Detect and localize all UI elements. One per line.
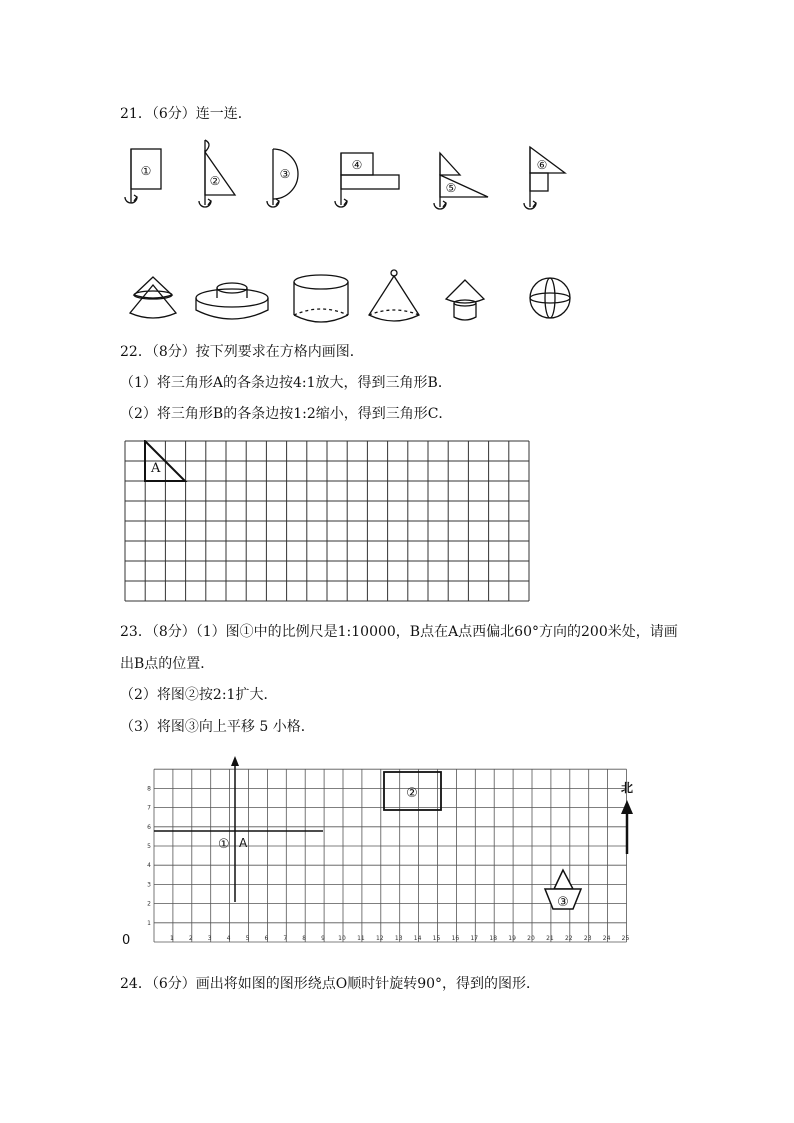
flag-4-rectangles — [335, 153, 399, 207]
solid-cone-on-cylinder — [446, 280, 484, 320]
y-tick-label: 7 — [147, 804, 151, 812]
q21-figure — [110, 135, 590, 345]
x-tick-label: 2 — [188, 935, 193, 942]
q22-grid — [124, 440, 532, 604]
point-a-label: A — [239, 836, 248, 850]
x-tick-label: 24 — [602, 935, 611, 942]
origin-label: 0 — [122, 933, 131, 948]
x-tick-label: 1 — [169, 935, 174, 942]
fig3-label: ③ — [557, 895, 569, 910]
x-tick-label: 4 — [226, 935, 231, 942]
x-tick-label: 23 — [583, 935, 592, 942]
flag-5-triangles — [434, 153, 488, 209]
solid-cone — [369, 270, 419, 321]
x-tick-label: 18 — [489, 935, 498, 942]
x-tick-label: 17 — [470, 935, 479, 942]
x-tick-label: 6 — [264, 935, 269, 942]
q22-item-1: （1）将三角形A的各条边按4:1放大，得到三角形B． — [120, 375, 452, 391]
x-tick-label: 3 — [207, 935, 212, 942]
x-tick-label: 8 — [302, 935, 307, 942]
fig1-label: ① — [218, 837, 230, 852]
north-arrow-icon — [621, 800, 633, 814]
x-tick-label: 5 — [245, 935, 250, 942]
solid-cylinder — [294, 275, 348, 322]
x-tick-label: 9 — [321, 935, 326, 942]
q23-line-1: 23．（8分）（1）图①中的比例尺是1:10000，B点在A点西偏北60°方向的200米处，请画 — [120, 624, 678, 640]
q23-item-3: （3）将图③向上平移 5 小格． — [120, 719, 315, 735]
flag-3-label: ③ — [279, 167, 291, 181]
y-tick-label: 4 — [147, 862, 151, 870]
y-tick-label: 2 — [147, 900, 151, 908]
solid-stacked-cones — [130, 277, 176, 318]
x-tick-label: 15 — [432, 935, 441, 942]
x-tick-label: 7 — [283, 935, 288, 942]
q21-title: 21．（6分）连一连． — [120, 106, 252, 122]
triangle-a-label: A — [151, 461, 161, 476]
x-tick-label: 20 — [527, 935, 535, 942]
y-tick-label: 5 — [147, 843, 151, 850]
x-tick-label: 19 — [508, 935, 516, 942]
y-tick-label: 6 — [147, 823, 151, 831]
q23-line-2: 出B点的位置． — [120, 656, 215, 672]
x-tick-label: 22 — [564, 935, 573, 942]
q22-item-2: （2）将三角形B的各条边按1:2缩小，得到三角形C． — [120, 406, 453, 422]
x-tick-label: 14 — [413, 935, 422, 942]
fig2-label: ② — [406, 786, 418, 801]
solid-sphere — [530, 278, 570, 318]
x-tick-label: 11 — [357, 935, 365, 942]
flag-2-label: ② — [209, 174, 221, 188]
x-tick-label: 21 — [546, 935, 554, 942]
q23-item-2: （2）将图②按2:1扩大． — [120, 687, 278, 703]
y-tick-label: 8 — [147, 785, 151, 793]
x-tick-label: 12 — [375, 935, 384, 942]
x-tick-label: 13 — [394, 935, 403, 942]
y-tick-label: 1 — [147, 919, 151, 927]
x-tick-label: 10 — [338, 935, 346, 942]
x-tick-label: 16 — [451, 935, 460, 942]
north-label: 北 — [620, 781, 634, 795]
flag-1-label: ① — [140, 164, 152, 178]
flag-6-label: ⑥ — [536, 158, 548, 172]
q24-title: 24．（6分）画出将如图的图形绕点O顺时针旋转90°，得到的图形． — [120, 976, 541, 992]
solid-stacked-cylinders — [196, 283, 268, 319]
x-tick-label: 25 — [621, 935, 630, 942]
fig1-arrow-up-icon — [231, 756, 239, 766]
flag-6-triangle — [524, 147, 565, 209]
flag-5-label: ⑤ — [445, 181, 457, 195]
y-tick-label: 3 — [147, 881, 151, 889]
q23-coordinate-grid — [118, 752, 658, 952]
q22-title: 22．（8分）按下列要求在方格内画图． — [120, 344, 364, 360]
flag-4-label: ④ — [351, 158, 363, 172]
